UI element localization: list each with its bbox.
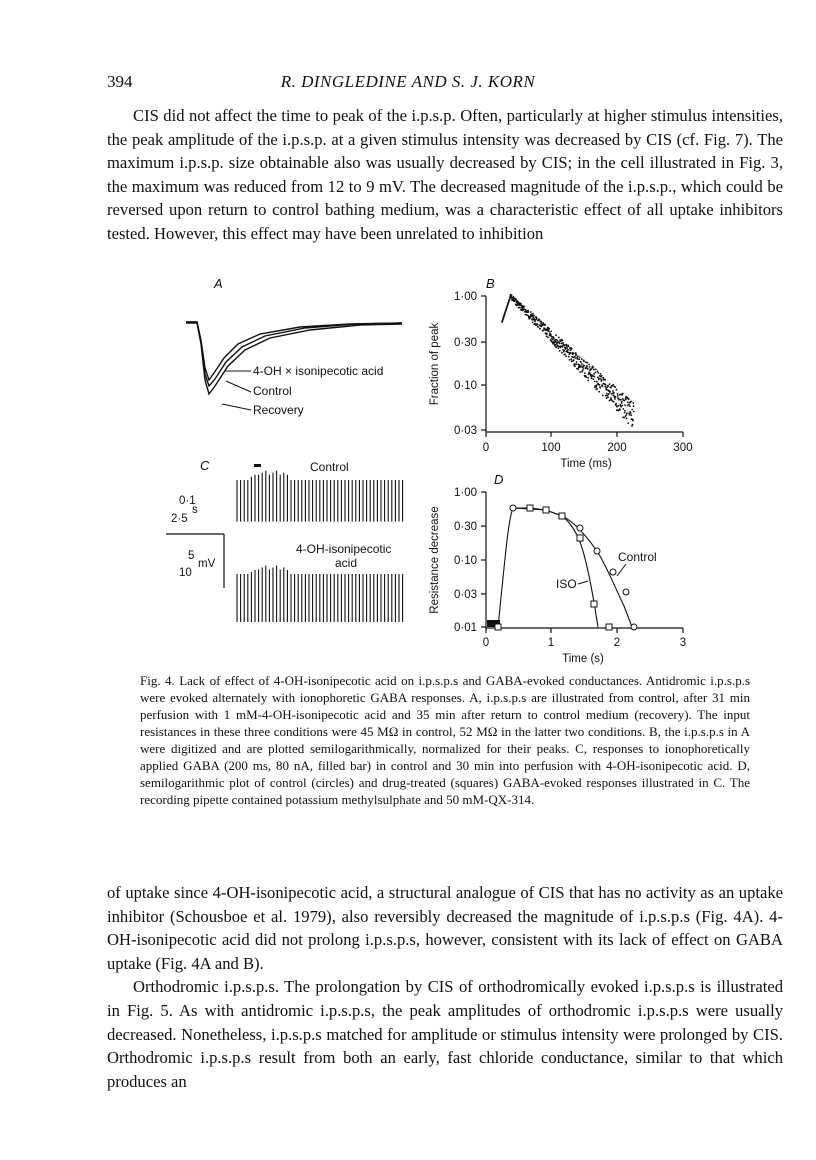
panel-d-ytick-010: 0·10: [453, 555, 477, 567]
panel-b-xlabel: Time (ms): [560, 458, 612, 470]
panel-d-ytick-100: 1·00: [453, 487, 477, 499]
panel-d-xtick-2: 2: [613, 637, 621, 649]
scale-bar: [166, 534, 224, 588]
panel-b-ytick-003: 0·03: [453, 425, 477, 437]
body-text-bottom: [107, 881, 783, 1093]
curve-control: [498, 508, 632, 627]
panel-c-trace-drug: [237, 566, 403, 623]
scale-time-2: 2·5: [171, 513, 188, 525]
panel-d-ytick-001: 0·01: [453, 622, 477, 634]
paragraph-top: CIS did not affect the time to peak of the i.p.s.p. Often, particularly at higher stimulus intensities, the peak amplitude of the i.p.s.p. at a given stimulus intensity was decreased by CIS (cf. Fig. 7). The maximum i.p.s.p. size obtainable also was usually decreased by CIS; in the cell illustrated in Fig. 3, the maximum was reduced from 12 to 9 mV. The decreased magnitude of the i.p.s.p., which could be reversed upon return to control bathing medium, was a characteristic effect of all uptake inhibitors tested. However, this effect may have been unrelated to inhibition: [107, 106, 783, 243]
panel-d-xtick-1: 1: [547, 637, 555, 649]
scale-time-unit: s: [192, 504, 198, 516]
panel-d-xlabel: Time (s): [562, 653, 604, 665]
panel-b-xtick-0: 0: [482, 442, 490, 454]
panel-a-label-recovery: Recovery: [253, 403, 304, 417]
scale-time-1: 0·1: [179, 495, 196, 507]
panel-b-decay-points: [501, 294, 634, 427]
panel-c-label-control: Control: [310, 460, 349, 474]
panel-c-letter: C: [200, 458, 210, 473]
panel-b-ytick-010: 0·10: [453, 380, 477, 392]
running-head: R. DINGLEDINE AND S. J. KORN: [280, 72, 536, 91]
panel-d-ytick-030: 0·30: [453, 521, 477, 533]
panel-b-letter: B: [486, 276, 495, 291]
panel-d-xtick-3: 3: [679, 637, 687, 649]
figure-caption: [140, 672, 750, 808]
panel-b-ytick-030: 0·30: [453, 337, 477, 349]
gaba-pulse-bar: [254, 464, 261, 467]
panel-d-ylabel: Resistance decrease: [429, 506, 441, 614]
panel-d-curves: [498, 508, 632, 627]
panel-d-squares: [495, 505, 612, 630]
panel-b-xtick-200: 200: [607, 442, 627, 454]
paragraph-bottom-2: Orthodromic i.p.s.p.s. The prolongation by CIS of orthodromically evoked i.p.s.p.s is illustrated in Fig. 5. As with antidromic i.p.s.p.s, the peak amplitudes of orthodromic i.p.s.p.s were usually decreased. Nonetheless, i.p.s.p.s matched for amplitude or stimulus intensity were prolonged by CIS. Orthodromic i.p.s.p.s result from both an early, fast chloride conductance, similar to that which produces an: [107, 977, 783, 1091]
panel-b-ytick-100: 1·00: [453, 291, 477, 303]
panel-a-traces: [186, 322, 402, 394]
body-text-top: [107, 104, 783, 246]
panel-c-label-drug-1: 4-OH-isonipecotic: [296, 542, 392, 556]
panel-d-xtick-0: 0: [482, 637, 490, 649]
page-number: 394: [107, 72, 133, 91]
curve-iso: [513, 508, 598, 627]
panel-b-ylabel: Fraction of peak: [429, 322, 441, 406]
scale-v-unit: mV: [198, 558, 216, 570]
panel-c-label-drug-2: acid: [334, 556, 358, 570]
caption-text: Lack of effect of 4-OH-isonipecotic acid on i.p.s.p.s and GABA-evoked conductances. Antidromic i.p.s.p.s were evoked alternately with ionophoretic GABA responses. A, i.p.s.p.s are illustrated from control, after 31 min perfusion with 1 mM-4-OH-isonipecotic acid and 35 min after return to control medium (recovery). The input resistances in these three conditions were 45 MΩ in control, 52 MΩ in the latter two conditions. B, the i.p.s.p.s in A were digitized and are plotted semilogarithmically, normalized for their peaks. C, responses to ionophoretically applied GABA (200 ms, 80 nA, filled bar) in control and 30 min into perfusion with 4-OH-isonipecotic acid. D, semilogarithmic plot of control (circles) and drug-treated (squares) GABA-evoked responses illustrated in C. The recording pipette contained potassium methylsulphate and 50 mM-QX-314.: [140, 673, 751, 807]
scale-v-1: 5: [188, 550, 195, 562]
panel-b-xtick-300: 300: [673, 442, 693, 454]
panel-d-letter: D: [494, 472, 504, 487]
panel-c-trace-control: [237, 471, 403, 522]
trace-control: [186, 323, 402, 394]
panel-d-ytick-003: 0·03: [453, 589, 477, 601]
scale-v-2: 10: [179, 567, 192, 579]
panel-a-label-4oh: 4-OH × isonipecotic acid: [253, 364, 384, 378]
panel-a-letter: A: [214, 276, 223, 291]
panel-d-label-iso: ISO: [556, 577, 577, 591]
panel-a-label-control: Control: [253, 384, 292, 398]
paragraph-bottom-1: of uptake since 4-OH-isonipecotic acid, a structural analogue of CIS that has no activity as an uptake inhibitor (Schousboe et al. 1979), also reversibly decreased the magnitude of i.p.s.p.s (Fig. 4A). 4-OH-isonipecotic acid did not prolong i.p.s.p.s, however, consistent with its lack of effect on GABA uptake (Fig. 4A and B).: [107, 883, 783, 973]
panel-d-label-control: Control: [618, 550, 657, 564]
panel-b-xtick-100: 100: [541, 442, 561, 454]
caption-prefix: Fig. 4.: [140, 673, 175, 688]
figure-4: [0, 270, 816, 670]
